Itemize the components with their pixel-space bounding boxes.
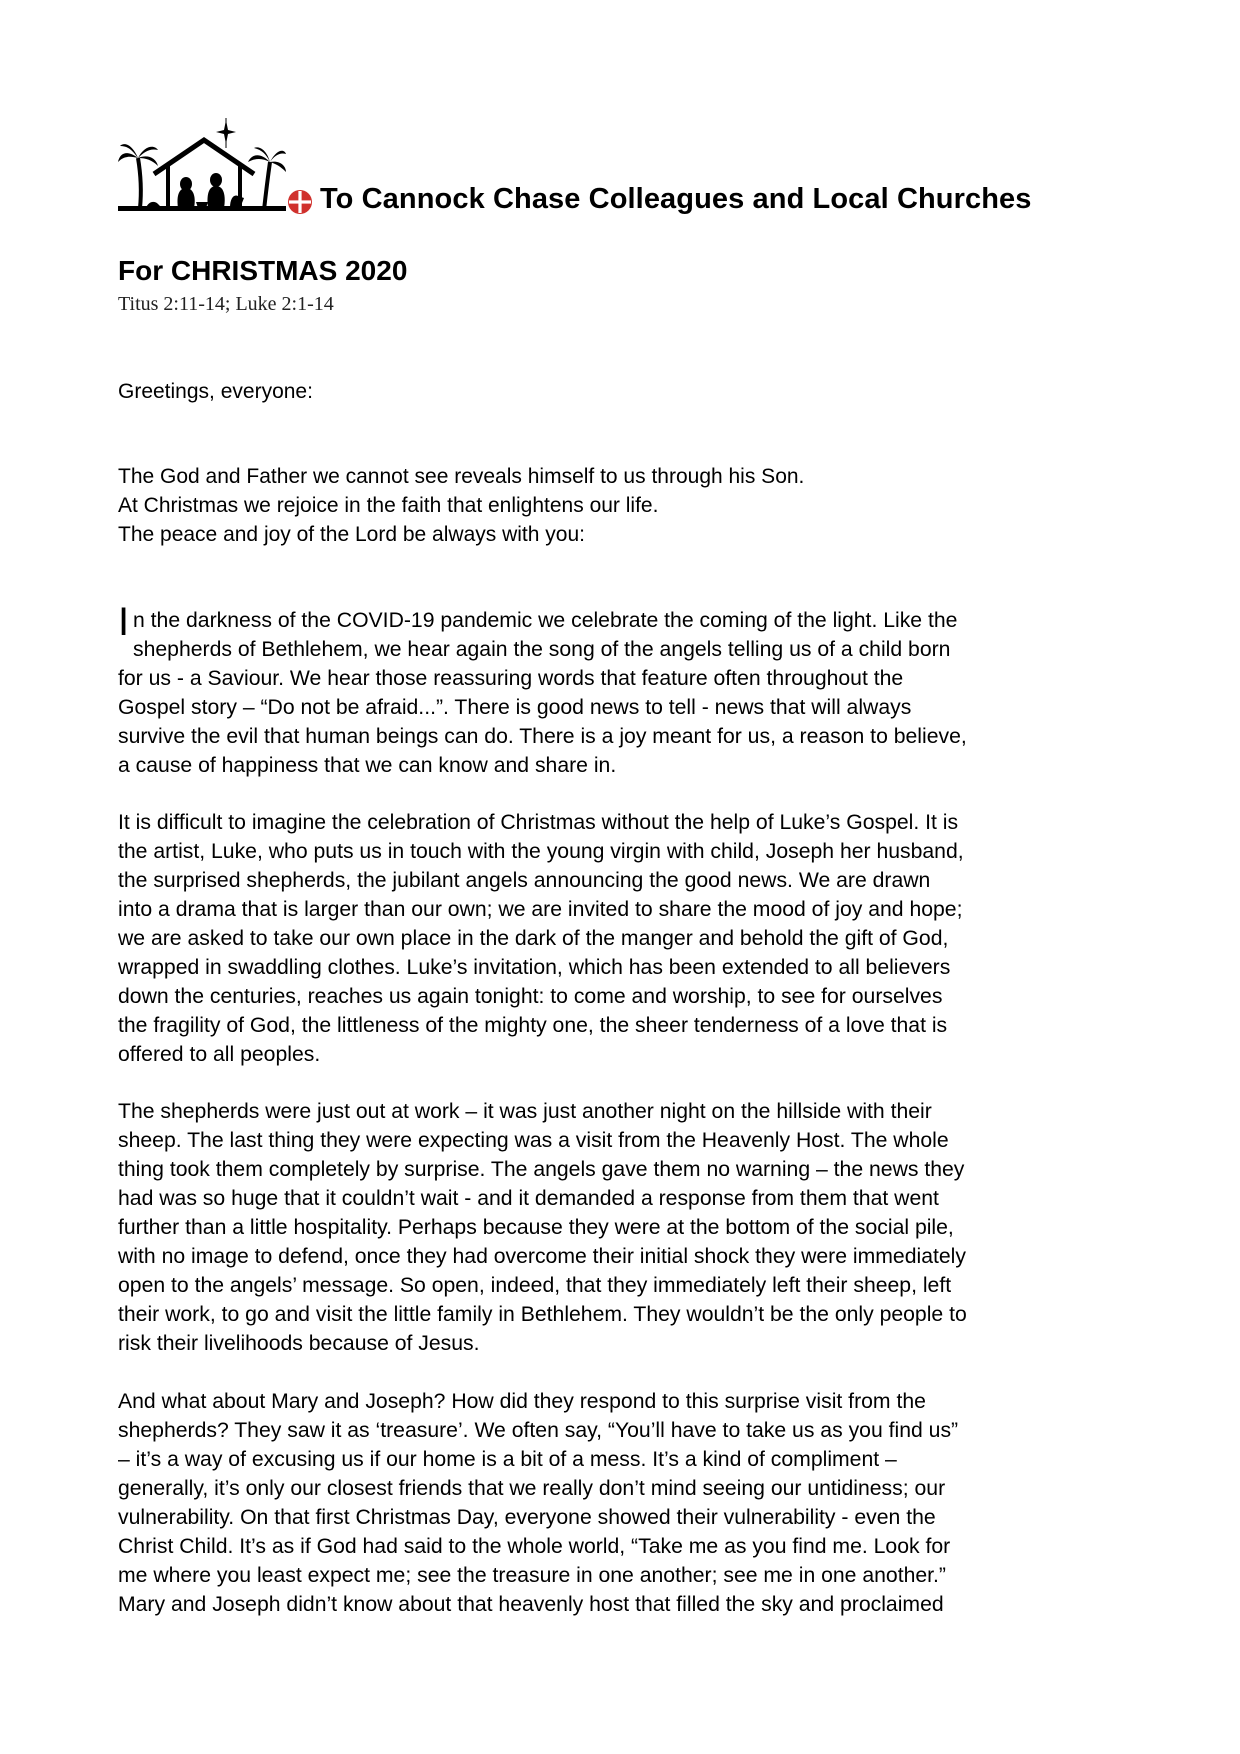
nativity-logo-icon [118, 118, 286, 214]
paragraph-line: down the centuries, reaches us again tonight: to come and worship, to see for ourselves [118, 985, 943, 1008]
paragraph-line: generally, it’s only our closest friends that we really don’t mind seeing our untidiness; our [118, 1477, 946, 1500]
invocation-line: At Christmas we rejoice in the faith that enlightens our life. [118, 494, 659, 517]
letter-header [118, 118, 1128, 214]
paragraph-line: had was so huge that it couldn’t wait - and it demanded a response from them that went [118, 1187, 939, 1210]
scripture-reading: Titus 2:11-14; Luke 2:1-14 [118, 293, 334, 315]
paragraph-line: Gospel story – “Do not be afraid...”. There is good news to tell - news that will always [118, 696, 912, 719]
paragraph-line: shepherds of Bethlehem, we hear again the song of the angels telling us of a child born [133, 638, 951, 661]
paragraph-line: shepherds? They saw it as ‘treasure’. We often say, “You’ll have to take us as you find us” [118, 1419, 959, 1442]
drop-cap: I [118, 600, 130, 644]
paragraph-line: the surprised shepherds, the jubilant angels announcing the good news. We are drawn [118, 869, 931, 892]
paragraph-line: a cause of happiness that we can know and share in. [118, 754, 617, 777]
invocation-line: The peace and joy of the Lord be always with you: [118, 523, 585, 546]
header-title: To Cannock Chase Colleagues and Local Churches [320, 183, 1032, 215]
invocation [118, 462, 804, 549]
paragraph-line: further than a little hospitality. Perhaps because they were at the bottom of the social pile, [118, 1216, 954, 1239]
paragraph-line: risk their livelihoods because of Jesus. [118, 1332, 480, 1355]
paragraph-line: sheep. The last thing they were expecting was a visit from the Heavenly Host. The whole [118, 1129, 949, 1152]
paragraph-line: open to the angels’ message. So open, indeed, that they immediately left their sheep, left [118, 1274, 952, 1297]
paragraph-3 [118, 1097, 1128, 1358]
paragraph-line: the artist, Luke, who puts us in touch with the young virgin with child, Joseph her husband, [118, 840, 964, 863]
paragraph-line: vulnerability. On that first Christmas Day, everyone showed their vulnerability - even the [118, 1506, 936, 1529]
paragraph-line: offered to all peoples. [118, 1043, 321, 1066]
page-title: For CHRISTMAS 2020 [118, 255, 408, 286]
paragraph-line-text: n the darkness of the COVID-19 pandemic we celebrate the coming of the light. Like the [133, 609, 958, 632]
cross-icon [286, 188, 314, 216]
paragraph-line: the fragility of God, the littleness of the mighty one, the sheer tenderness of a love that is [118, 1014, 948, 1037]
paragraph-line: – it’s a way of excusing us if our home is a bit of a mess. It’s a kind of compliment – [118, 1448, 897, 1471]
paragraph-line: we are asked to take our own place in the dark of the manger and behold the gift of God, [118, 927, 949, 950]
paragraph-line: into a drama that is larger than our own; we are invited to share the mood of joy and hope; [118, 898, 963, 921]
paragraph-1 [118, 600, 1128, 780]
paragraph-4 [118, 1387, 1128, 1619]
paragraph-line: for us - a Saviour. We hear those reassuring words that feature often throughout the [118, 667, 904, 690]
invocation-line: The God and Father we cannot see reveals himself to us through his Son. [118, 465, 805, 488]
paragraph-line: thing took them completely by surprise. The angels gave them no warning – the news they [118, 1158, 965, 1181]
paragraph-line: me where you least expect me; see the treasure in one another; see me in one another.” [118, 1564, 946, 1587]
paragraph-line: wrapped in swaddling clothes. Luke’s invitation, which has been extended to all believers [118, 956, 951, 979]
paragraph-line: And what about Mary and Joseph? How did they respond to this surprise visit from the [118, 1390, 926, 1413]
greeting: Greetings, everyone: [118, 380, 313, 403]
paragraph-line [118, 600, 1128, 644]
paragraph-line: The shepherds were just out at work – it was just another night on the hillside with their [118, 1100, 932, 1123]
paragraph-line: with no image to defend, once they had overcome their initial shock they were immediately [118, 1245, 966, 1268]
paragraph-line: Christ Child. It’s as if God had said to the whole world, “Take me as you find me. Look for [118, 1535, 951, 1558]
paragraph-line: Mary and Joseph didn’t know about that heavenly host that filled the sky and proclaimed [118, 1593, 944, 1616]
paragraph-line: survive the evil that human beings can do. There is a joy meant for us, a reason to believe, [118, 725, 967, 748]
paragraph-2 [118, 808, 1128, 1069]
paragraph-line: their work, to go and visit the little family in Bethlehem. They wouldn’t be the only people to [118, 1303, 967, 1326]
paragraph-line: It is difficult to imagine the celebration of Christmas without the help of Luke’s Gospel. It is [118, 811, 959, 834]
